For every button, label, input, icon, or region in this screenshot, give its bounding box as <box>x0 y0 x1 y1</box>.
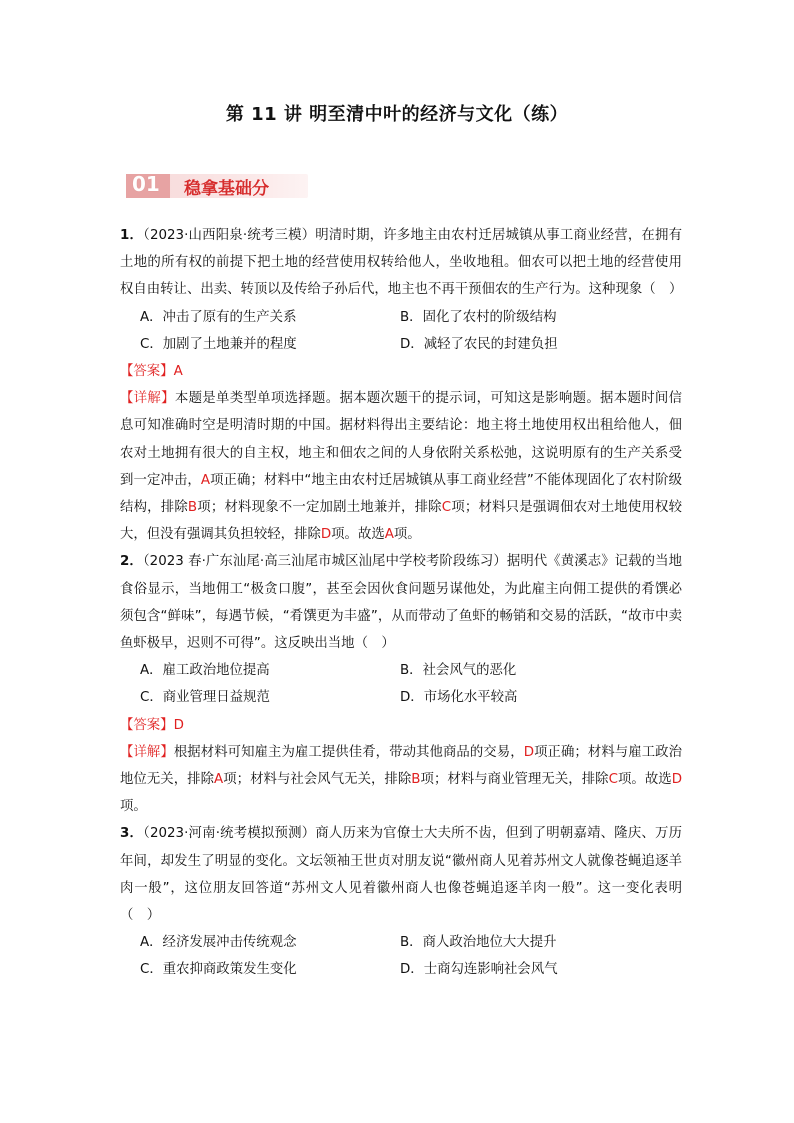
detail-segment: 根据材料可知雇主为雇工提供佳肴，带动其他商品的交易， <box>173 744 524 760</box>
question-list <box>120 222 682 984</box>
detail-segment: 项；材料与商业管理无关，排除 <box>420 772 609 788</box>
detail-segment: 项正确；材料中“地主由农村迁居城镇从事工商业经营”不能体现固化了农村阶级结构，排除 <box>120 472 683 516</box>
options <box>120 929 682 983</box>
detail-segment: 项；材料只是强调佃农对土地使用权较大，但没有强调其负担较轻，排除 <box>120 500 683 543</box>
detail-segment: 项；材料与社会风气无关，排除 <box>223 772 412 788</box>
detail-option-ref: D <box>523 744 534 760</box>
detail-option-ref: A <box>384 527 394 543</box>
option-d[interactable]: D．减轻了农民的封建负担 <box>400 336 558 352</box>
question-stem <box>120 820 682 929</box>
question-2 <box>120 548 682 820</box>
question-number: 3． <box>120 826 144 842</box>
option-c[interactable]: C．加剧了土地兼并的程度 <box>140 336 297 352</box>
detail-text <box>120 745 682 814</box>
answer-value: D <box>173 717 184 733</box>
question-text: 明清时期，许多地主由农村迁居城镇从事工商业经营，在拥有土地的所有权的前提下把土地的经营使用权转给他人，坐收地租。佃农可以把土地的经营使用权自由转让、出卖、转顶以及传给子孙后代，地主也不再干预佃农的生产行为。这种现象（ ） <box>120 228 683 298</box>
option-a[interactable]: A．雇工政治地位提高 <box>140 663 270 679</box>
section-number: 01 <box>132 172 160 196</box>
detail-paragraph <box>120 739 682 821</box>
detail-option-ref: C <box>441 500 452 516</box>
question-number: 2． <box>120 554 143 570</box>
detail-option-ref: D <box>320 527 332 543</box>
answer-value: A <box>173 364 183 380</box>
question-source: （2023·河南·统考模拟预测） <box>143 826 316 842</box>
option-d[interactable]: D．士商勾连影响社会风气 <box>400 962 558 978</box>
options <box>120 304 682 358</box>
detail-paragraph <box>120 385 682 548</box>
detail-segment: 项。故选 <box>331 527 385 543</box>
option-c[interactable]: C．商业管理日益规范 <box>140 690 270 706</box>
question-1 <box>120 222 682 548</box>
option-d[interactable]: D．市场化水平较高 <box>400 690 518 706</box>
page-title: 第 11 讲 明至清中叶的经济与文化（练） <box>225 104 569 125</box>
question-source: （2023 春·广东汕尾·高三汕尾市城区汕尾中学校考阶段练习） <box>142 554 507 570</box>
section-label: 稳拿基础分 <box>184 179 269 199</box>
option-c[interactable]: C．重农抑商政策发生变化 <box>140 962 297 978</box>
answer-line <box>120 358 682 385</box>
detail-option-ref: C <box>608 772 618 788</box>
detail-tag: 【详解】 <box>120 391 175 407</box>
detail-option-ref: B <box>187 500 198 516</box>
question-stem <box>120 222 682 304</box>
detail-tag: 【详解】 <box>120 744 174 760</box>
section-banner <box>126 170 308 200</box>
detail-option-ref: D <box>671 772 683 788</box>
option-b[interactable]: B．商人政治地位大大提升 <box>400 935 557 951</box>
option-b[interactable]: B．社会风气的恶化 <box>400 663 517 679</box>
question-number: 1． <box>120 228 144 243</box>
detail-segment: 项；材料现象不一定加剧土地兼并，排除 <box>197 500 442 516</box>
detail-option-ref: A <box>200 472 210 488</box>
answer-line <box>120 712 682 739</box>
answer-tag: 【答案】 <box>120 364 174 380</box>
option-b[interactable]: B．固化了农村的阶级结构 <box>400 309 557 325</box>
detail-segment: 项。 <box>393 527 421 543</box>
detail-segment: 项。故选 <box>617 772 672 788</box>
detail-text <box>120 391 682 542</box>
question-source: （2023·山西阳泉·统考三模） <box>143 228 316 243</box>
options <box>120 657 682 711</box>
detail-segment: 项。 <box>120 799 147 815</box>
option-a[interactable]: A．冲击了原有的生产关系 <box>140 309 297 325</box>
detail-segment: 本题是单类型单项选择题。据本题次题干的提示词，可知这是影响题。据本题时间信息可知准确时空是明清时期的中国。据材料得出主要结论：地主将土地使用权出租给他人，佃农对土地拥有很大的自主权，地主和佃农之间的人身依附关系松弛，这说明原有的生产关系受到一定冲击， <box>120 391 683 488</box>
detail-option-ref: A <box>214 772 224 788</box>
question-text: 商人历来为官僚士大夫所不齿，但到了明朝嘉靖、隆庆、万历年间，却发生了明显的变化。文坛领袖王世贞对朋友说“徽州商人见着苏州文人就像苍蝇追逐羊肉一般”，这位朋友回答道“苏州文人见着徽州商人也像苍蝇追逐羊肉一般”。这一变化表明（ ） <box>120 826 683 924</box>
question-3 <box>120 820 682 983</box>
question-stem <box>120 548 682 657</box>
answer-tag: 【答案】 <box>120 717 174 733</box>
question-text: 据明代《黄溪志》记载的当地食俗显示，当地佣工“极贪口腹”，甚至会因伙食问题另谋他处，为此雇主向佣工提供的肴馔必须包含“鲜味”，每遇节候，“肴馔更为丰盛”，从而带动了鱼虾的畅销和交易的活跃，“故市中卖鱼虾极早，迟则不可得”。这反映出当地（ ） <box>120 554 682 652</box>
option-a[interactable]: A．经济发展冲击传统观念 <box>140 935 297 951</box>
detail-segment: 项正确；材料与雇工政治地位无关，排除 <box>120 744 683 788</box>
detail-option-ref: B <box>411 772 421 788</box>
